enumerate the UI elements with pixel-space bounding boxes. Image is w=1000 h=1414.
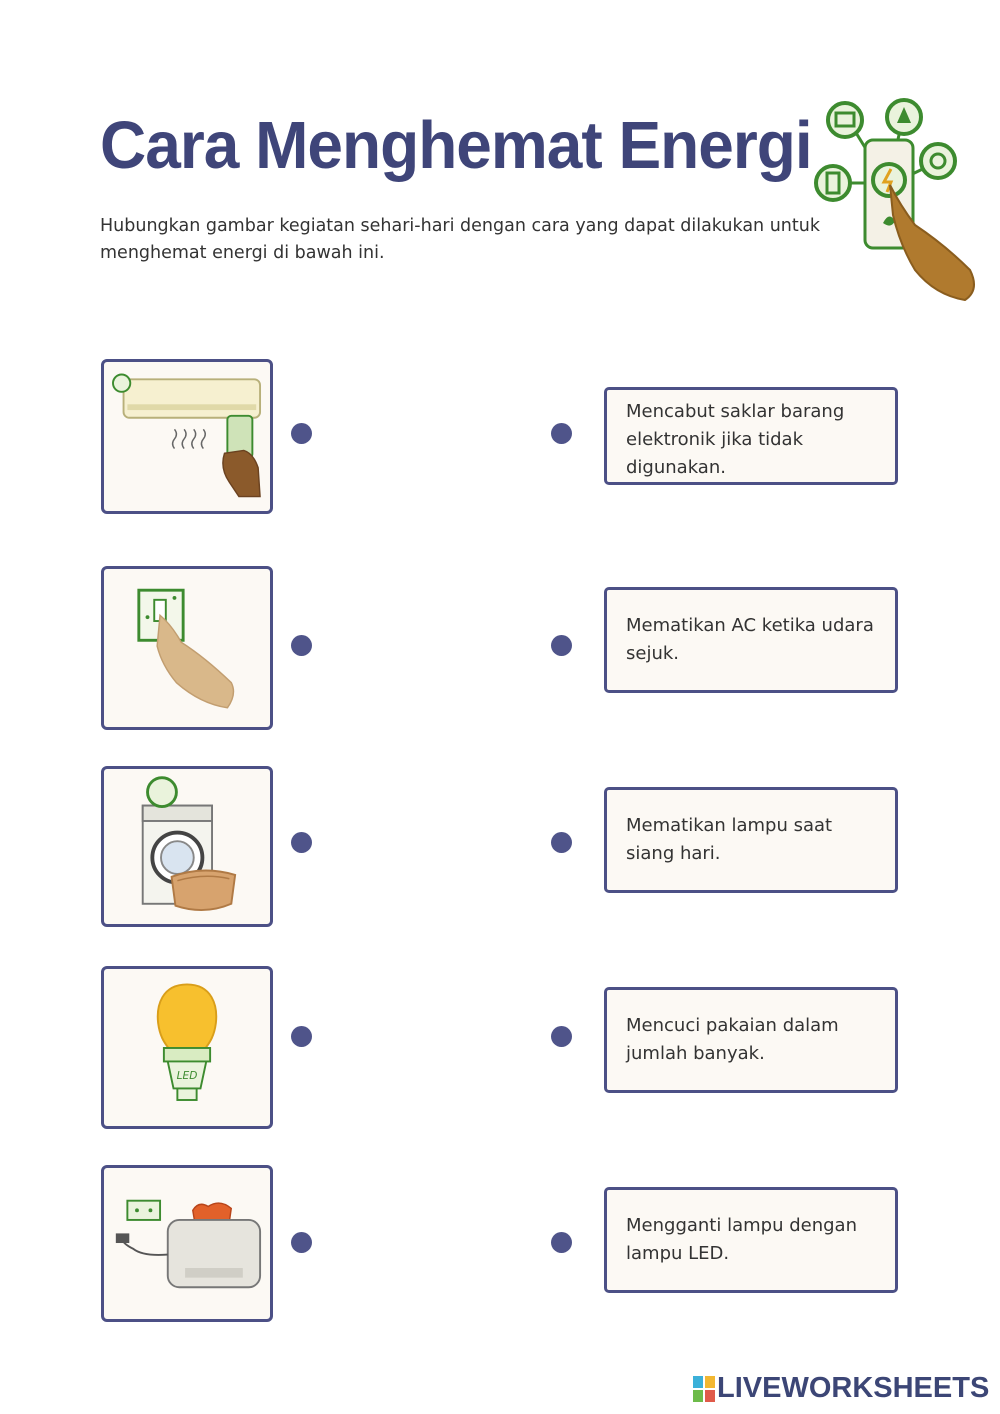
- picture-card-led-bulb: [101, 966, 273, 1129]
- match-dot-left-5[interactable]: [291, 1232, 312, 1253]
- picture-card-ac: [101, 359, 273, 514]
- answer-box-3: Mematikan lampu saat siang hari.: [604, 787, 898, 893]
- match-dot-left-2[interactable]: [291, 635, 312, 656]
- answer-box-2: Mematikan AC ketika udara sejuk.: [604, 587, 898, 693]
- light-switch-icon: [104, 569, 270, 727]
- led-bulb-icon: [104, 969, 270, 1126]
- air-conditioner-remote-icon: [104, 362, 270, 511]
- picture-card-switch: [101, 566, 273, 730]
- match-dot-left-3[interactable]: [291, 832, 312, 853]
- match-dot-right-3[interactable]: [551, 832, 572, 853]
- washing-machine-icon: [104, 769, 270, 924]
- answer-box-1: Mencabut saklar barang elektronik jika tidak digunakan.: [604, 387, 898, 485]
- answer-box-5: Mengganti lampu dengan lampu LED.: [604, 1187, 898, 1293]
- match-dot-right-2[interactable]: [551, 635, 572, 656]
- liveworksheets-badge-icon: [693, 1376, 715, 1402]
- match-dot-left-1[interactable]: [291, 423, 312, 444]
- toaster-unplugged-icon: [104, 1168, 270, 1319]
- instructions-text: Hubungkan gambar kegiatan sehari-hari dengan cara yang dapat dilakukan untuk menghemat energi di bawah ini.: [100, 216, 820, 263]
- liveworksheets-logo: [693, 1372, 989, 1405]
- picture-card-washing-machine: [101, 766, 273, 927]
- brand-name: LIVEWORKSHEETS: [717, 1372, 990, 1404]
- match-dot-right-4[interactable]: [551, 1026, 572, 1047]
- match-dot-left-4[interactable]: [291, 1026, 312, 1047]
- led-text: LED: [176, 1069, 198, 1082]
- page-title: Cara Menghemat Energi: [100, 107, 812, 183]
- picture-card-toaster: [101, 1165, 273, 1322]
- match-dot-right-5[interactable]: [551, 1232, 572, 1253]
- answer-box-4: Mencuci pakaian dalam jumlah banyak.: [604, 987, 898, 1093]
- smart-home-phone-icon: [805, 95, 1000, 310]
- match-dot-right-1[interactable]: [551, 423, 572, 444]
